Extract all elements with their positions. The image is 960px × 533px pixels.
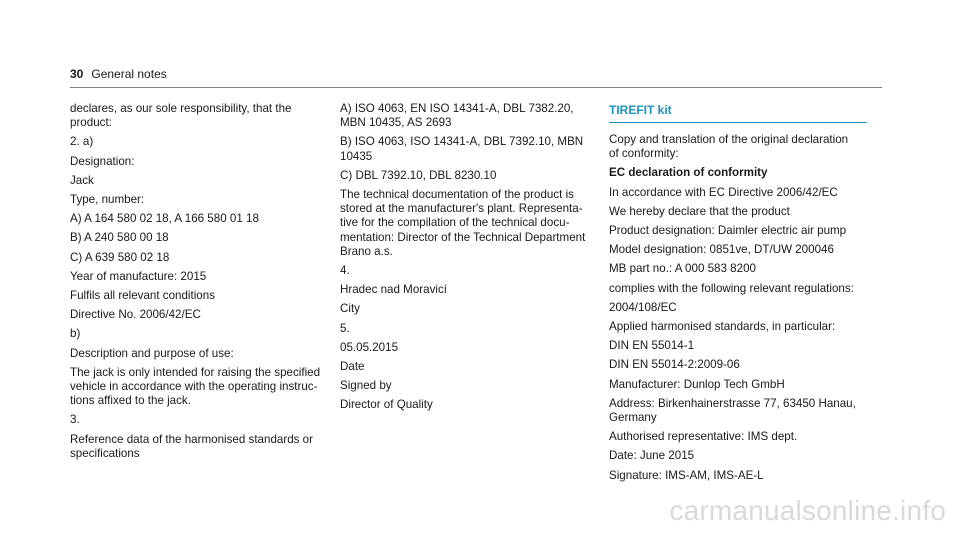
paragraph: b) [70, 327, 81, 341]
header-divider [70, 87, 882, 88]
paragraph: Date: June 2015 [609, 449, 695, 463]
paragraph: Director of Quality [340, 398, 433, 412]
paragraph: Year of manufacture: 2015 [70, 269, 207, 283]
text-column-3 [609, 102, 867, 488]
paragraph: Manufacturer: Dunlop Tech GmbH [609, 377, 785, 391]
paragraph: 3. [70, 413, 80, 427]
paragraph: Model designation: 0851ve, DT/UW 200046 [609, 243, 834, 257]
paragraph: Date [340, 360, 365, 374]
paragraph: 2. a) [70, 135, 94, 149]
paragraph: Fulfils all relevant conditions [70, 289, 215, 303]
paragraph: Type, number: [70, 193, 145, 207]
paragraph: Reference data of the harmonised standards or specifications [70, 432, 313, 460]
paragraph: 2004/108/EC [609, 300, 677, 314]
paragraph: City [340, 302, 360, 316]
paragraph: B) A 240 580 00 18 [70, 231, 169, 245]
text-column-2 [340, 102, 590, 418]
paragraph: In accordance with EC Directive 2006/42/EC [609, 185, 838, 199]
paragraph: Designation: [70, 154, 135, 168]
paragraph: Applied harmonised standards, in particular: [609, 320, 836, 334]
paragraph: The technical documentation of the product is stored at the manufacturer's plant. Representa- tive for the compilation of the technical docu- mentation: Director of the Technical Department Brano a.s. [340, 188, 586, 258]
paragraph: Product designation: Daimler electric air pump [609, 224, 847, 238]
paragraph: 5. [340, 321, 350, 335]
page-number: 30 [70, 67, 84, 81]
paragraph: B) ISO 4063, ISO 14341-A, DBL 7392.10, MBN 10435 [340, 135, 584, 163]
paragraph: The jack is only intended for raising the specified vehicle in accordance with the operating instruc- tions affixed to the jack. [70, 365, 321, 408]
text-column-1 [70, 102, 330, 466]
paragraph: Signed by [340, 379, 392, 393]
paragraph: MB part no.: A 000 583 8200 [609, 262, 756, 276]
paragraph: C) A 639 580 02 18 [70, 250, 170, 264]
paragraph: Directive No. 2006/42/EC [70, 308, 201, 322]
paragraph: complies with the following relevant regulations: [609, 281, 854, 295]
watermark: carmanualsonline.info [669, 495, 946, 526]
paragraph: We hereby declare that the product [609, 204, 790, 218]
paragraph: C) DBL 7392.10, DBL 8230.10 [340, 168, 497, 182]
paragraph: 05.05.2015 [340, 340, 399, 354]
paragraph: Jack [70, 173, 94, 187]
paragraph: Address: Birkenhainerstrasse 77, 63450 Hanau, Germany [609, 396, 856, 425]
paragraph: DIN EN 55014-2:2009-06 [609, 358, 740, 372]
intro-paragraph: Copy and translation of the original declaration of conformity: [609, 133, 849, 161]
paragraph: declares, as our sole responsibility, that the product: [70, 102, 292, 130]
paragraph: Hradec nad Moravicí [340, 283, 447, 297]
page-header [70, 66, 167, 82]
paragraph: A) ISO 4063, EN ISO 14341-A, DBL 7382.20, MBN 10435, AS 2693 [340, 102, 574, 130]
paragraph: A) A 164 580 02 18, A 166 580 01 18 [70, 212, 259, 226]
declaration-subheading: EC declaration of conformity [609, 166, 768, 180]
paragraph: Description and purpose of use: [70, 346, 234, 360]
paragraph: Signature: IMS-AM, IMS-AE-L [609, 468, 764, 482]
paragraph: DIN EN 55014-1 [609, 339, 695, 353]
tirefit-heading: TIREFIT kit [609, 102, 867, 123]
paragraph: Authorised representative: IMS dept. [609, 430, 798, 444]
section-title: General notes [91, 67, 167, 81]
paragraph: 4. [340, 264, 350, 278]
